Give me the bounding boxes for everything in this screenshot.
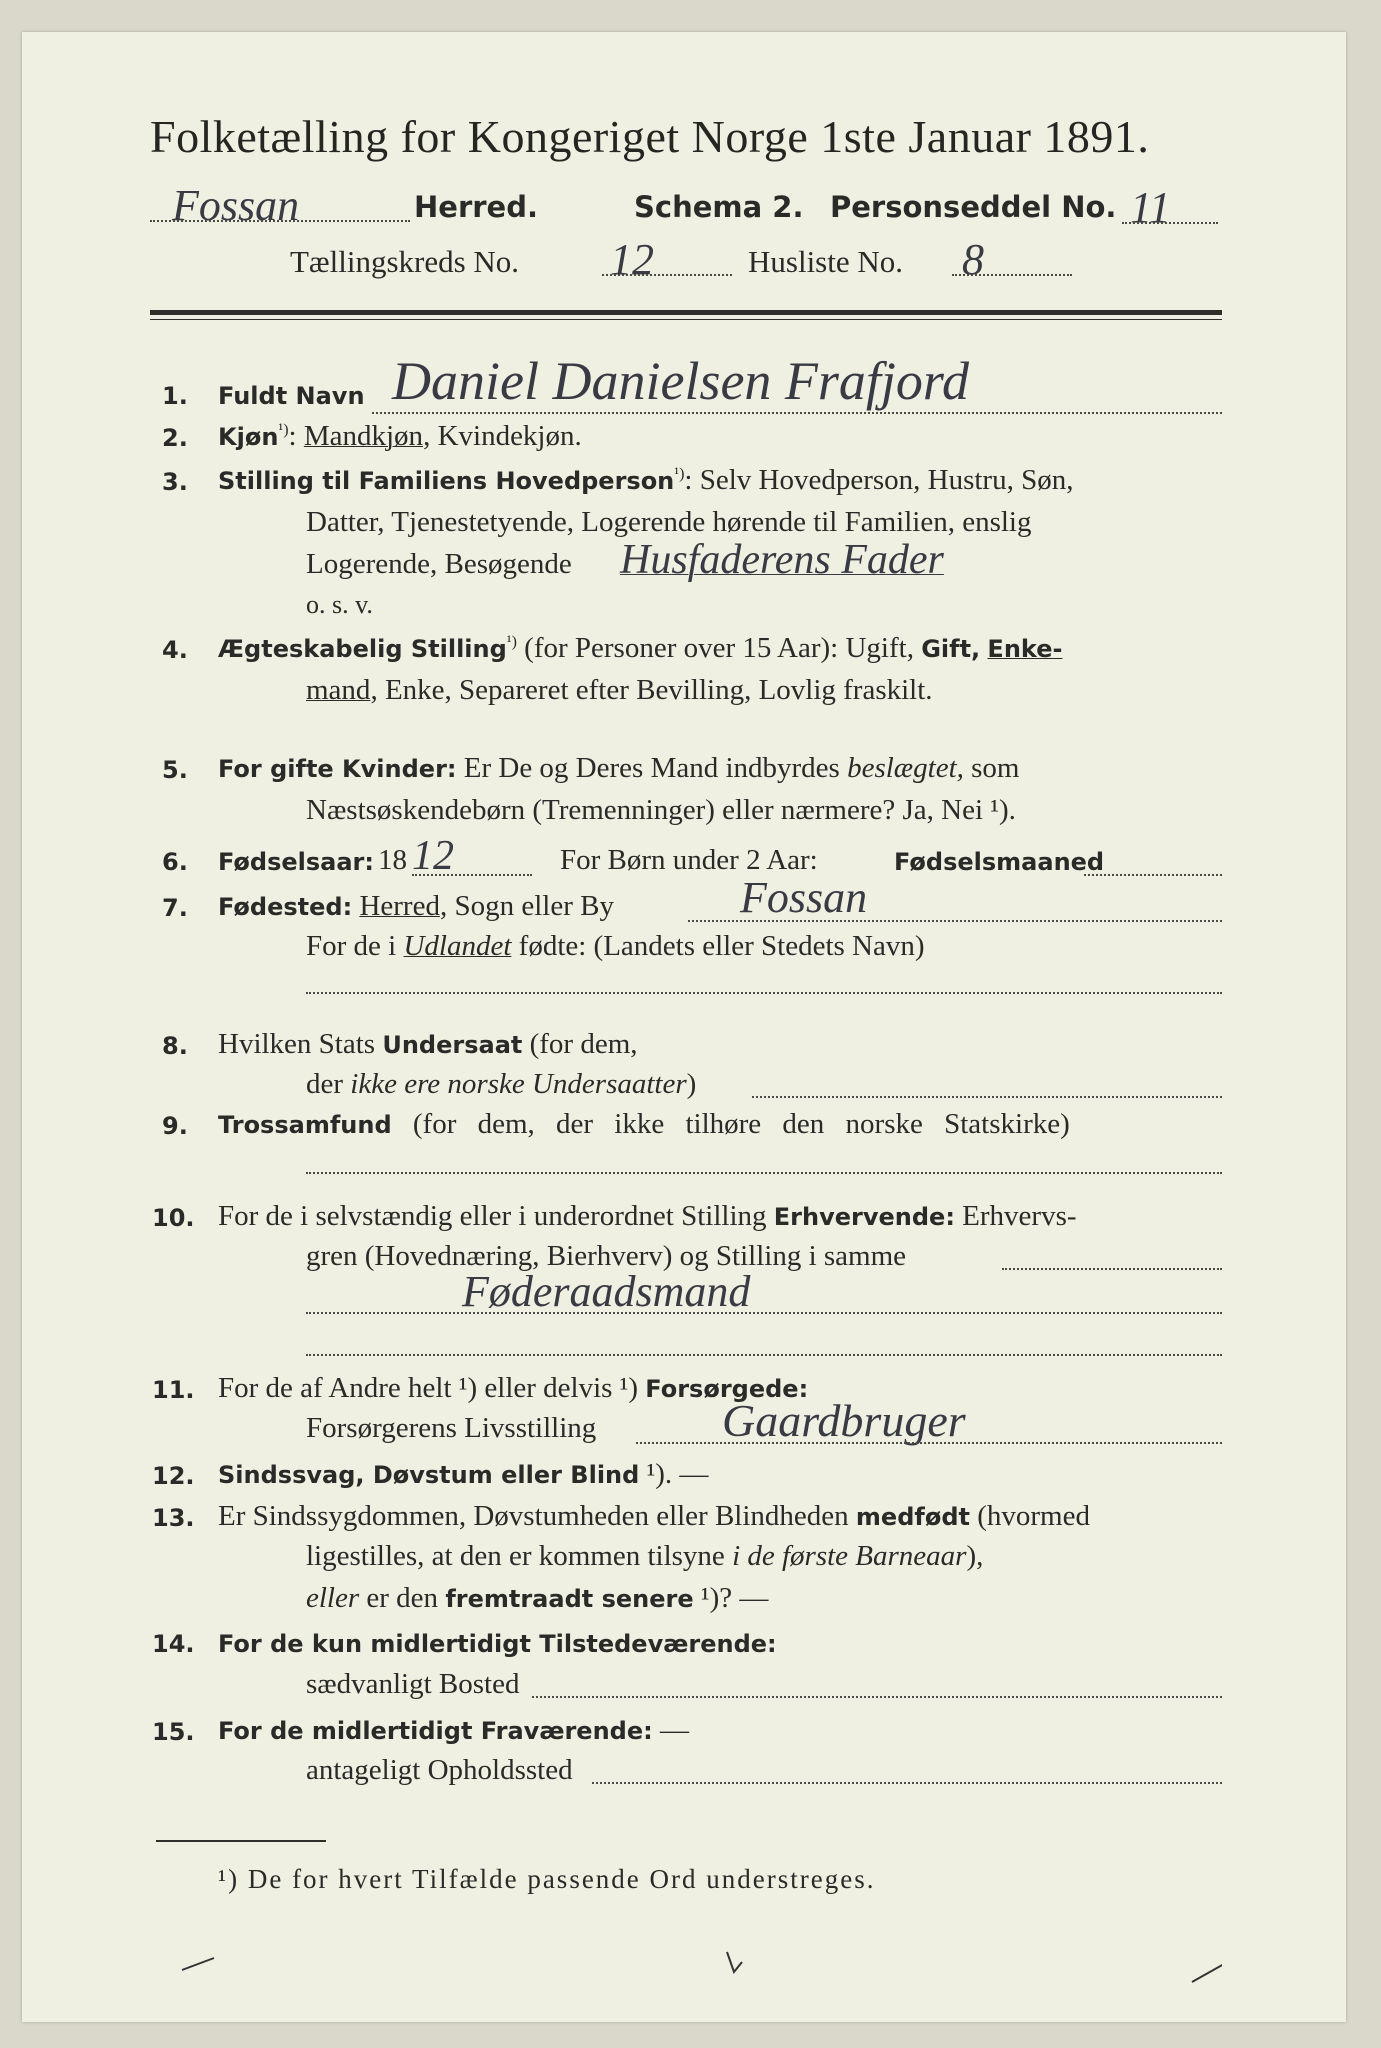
q3-sup: ¹): [674, 465, 685, 483]
q8-number: 8.: [162, 1032, 188, 1060]
q6-year-value: 12: [412, 833, 454, 879]
q6-month-dotted-line: [1084, 874, 1222, 876]
q10-dotted-line-2: [306, 1354, 1222, 1356]
q12-text: ¹). —: [639, 1458, 709, 1490]
q7-text-a: , Sogn eller By: [439, 890, 614, 922]
q8-text-a: Hvilken Stats: [218, 1028, 383, 1060]
q7-dotted-line: [688, 920, 1222, 922]
q1-full-name-value: Daniel Danielsen Frafjord: [392, 351, 969, 411]
pen-mark-right: [1192, 1964, 1222, 1982]
q11-line2: Forsørgerens Livsstilling: [306, 1412, 597, 1444]
q7-line2: [306, 930, 925, 963]
q13-line3b: er den: [359, 1582, 446, 1614]
herred-value: Fossan: [172, 181, 300, 230]
q11-line1: [218, 1372, 808, 1405]
q7-herred-underlined: Herred: [359, 890, 440, 922]
pen-mark-center: [727, 1952, 742, 1972]
q10-line2: gren (Hovednæring, Bierhverv) og Stilling i samme: [306, 1240, 907, 1272]
q5-som: som: [963, 752, 1020, 784]
q13-line3: [306, 1582, 768, 1615]
pen-marks: [152, 1932, 1222, 1992]
q11-label: Forsørgede:: [645, 1375, 809, 1403]
q11-text-a: For de af Andre helt ¹) eller delvis ¹): [218, 1372, 646, 1404]
q14-line2: sædvanligt Bosted: [306, 1668, 520, 1700]
q13-line2b: i de første Barneaar: [732, 1540, 967, 1572]
personseddel-value: 11: [1130, 183, 1171, 232]
husliste-value: 8: [962, 235, 984, 284]
q7-number: 7.: [162, 894, 188, 922]
q4-sup: ¹): [506, 633, 517, 651]
q11-number: 11.: [152, 1376, 195, 1404]
q8-dotted-line: [752, 1096, 1222, 1098]
q4-enke-underlined: Enke-: [987, 635, 1063, 663]
q13-text-b: (hvormed: [969, 1500, 1090, 1532]
herred-dotted-line: [150, 220, 410, 222]
q5-number: 5.: [162, 756, 188, 784]
q8-text-b: (for dem,: [522, 1028, 638, 1060]
q11-dotted-line: [636, 1442, 1222, 1444]
taellingskreds-value: 12: [610, 235, 654, 284]
q12-number: 12.: [152, 1462, 195, 1490]
personseddel-label: Personseddel No.: [830, 190, 1117, 224]
q6-year-dotted-line: [412, 874, 532, 876]
q4-label: Ægteskabelig Stilling: [218, 635, 507, 663]
q14-number: 14.: [152, 1630, 195, 1658]
footnote: ¹) De for hvert Tilfælde passende Ord understreges.: [218, 1864, 876, 1894]
q3-line4: o. s. v.: [306, 590, 373, 619]
q9-text: (for dem, der ikke tilhøre den norske Statskirke): [391, 1108, 1070, 1140]
q13-line1: [218, 1500, 1090, 1533]
q8-line2: [306, 1068, 696, 1101]
q8-line2c: ): [686, 1068, 697, 1100]
q5-line1: [218, 752, 1019, 785]
q3-line1-text: : Selv Hovedperson, Hustru, Søn,: [684, 464, 1074, 496]
q2-mandkjon-underlined: Mandkjøn: [303, 420, 424, 452]
q13-number: 13.: [152, 1504, 195, 1532]
q1-number: 1.: [162, 382, 188, 410]
q7-udlandet: Udlandet: [403, 930, 512, 962]
q7-foreign-dotted-line: [306, 992, 1222, 994]
q15-dotted-line: [592, 1782, 1222, 1784]
q5-line1-text: Er De og Deres Mand indbyrdes: [456, 752, 848, 784]
q11-provider-value: Gaardbruger: [722, 1395, 966, 1446]
q10-occupation-value: Føderaadsmand: [462, 1267, 751, 1316]
q4-line2: [306, 674, 933, 707]
q3-relation-value: Husfaderens Fader: [620, 537, 944, 583]
husliste-dotted-line: [952, 274, 1072, 276]
q8-line1: [218, 1028, 638, 1061]
q10-dotted-line: [306, 1312, 1222, 1314]
q9-dotted-line: [306, 1172, 1222, 1174]
q5-beslaegtet: beslægtet,: [847, 752, 964, 784]
q2-label: Kjøn: [218, 423, 279, 451]
q1-dotted-line: [372, 412, 1222, 414]
header-rule-thick: [150, 310, 1222, 315]
personseddel-dotted-line: [1122, 222, 1218, 224]
taellingskreds-label: Tællingskreds No.: [290, 244, 520, 279]
q12-label: Sindssvag, Døvstum eller Blind: [218, 1461, 640, 1489]
q13-label: medfødt: [855, 1503, 970, 1531]
q7-line2b: fødte: (Landets eller Stedets Navn): [511, 930, 925, 962]
q15-line1: [218, 1714, 689, 1747]
q15-label: For de midlertidigt Fraværende:: [218, 1717, 653, 1745]
herred-label: Herred.: [414, 190, 538, 224]
q9-label: Trossamfund: [218, 1111, 392, 1139]
q13-line3c: fremtraadt senere: [445, 1585, 694, 1613]
q8-line2b: ikke ere norske Undersaatter: [350, 1068, 687, 1100]
q13-line2: [306, 1540, 983, 1573]
q12-line1: [218, 1458, 708, 1491]
q3-number: 3.: [162, 468, 188, 496]
q3-label: Stilling til Familiens Hovedperson: [218, 467, 675, 495]
q9-number: 9.: [162, 1112, 188, 1140]
q3-line1: [218, 464, 1073, 497]
q2-text-b: , Kvindekjøn.: [423, 420, 582, 452]
q10-number: 10.: [152, 1204, 195, 1232]
form-title: Folketælling for Kongeriget Norge 1ste Januar 1891.: [150, 111, 1150, 162]
q10-text-b: Erhvervs-: [954, 1200, 1077, 1232]
q13-line2a: ligestilles, at den er kommen tilsyne: [306, 1540, 733, 1572]
q15-line2: antageligt Opholdssted: [306, 1754, 573, 1786]
q7-label: Fødested:: [218, 893, 353, 921]
q10-line2-dotted: [1002, 1268, 1222, 1270]
footnote-rule: [156, 1840, 326, 1842]
q3-line2: Datter, Tjenestetyende, Logerende hørende til Familien, enslig: [306, 506, 1032, 538]
husliste-label: Husliste No.: [748, 244, 903, 279]
census-form-sheet: [22, 32, 1346, 2022]
taellingskreds-dotted-line: [602, 274, 732, 276]
q9-line1: [218, 1108, 1070, 1141]
q2-text-a: :: [288, 420, 304, 452]
q2-number: 2.: [162, 424, 188, 452]
q6-year-prefix: 18: [378, 844, 407, 876]
q10-label: Erhvervende:: [773, 1203, 955, 1231]
q13-line3a: eller: [306, 1582, 360, 1614]
q13-text-a: Er Sindssygdommen, Døvstumheden eller Blindheden: [218, 1500, 856, 1532]
q4-mand-underlined: mand: [306, 674, 371, 706]
q6-number: 6.: [162, 848, 188, 876]
q6-label2: Fødselsmaaned: [894, 848, 1105, 876]
q5-line2: Næstsøskendebørn (Tremenninger) eller nærmere? Ja, Nei ¹).: [306, 794, 1016, 826]
q1-label: Fuldt Navn: [218, 382, 365, 410]
q7-line2a: For de i: [306, 930, 404, 962]
q6-text-b: For Børn under 2 Aar:: [560, 844, 818, 876]
q14-dotted-line: [532, 1696, 1222, 1698]
q4-line1-text: (for Personer over 15 Aar): Ugift,: [516, 632, 922, 664]
q3-line3: Logerende, Besøgende: [306, 548, 572, 580]
q4-gift: Gift,: [921, 635, 981, 663]
q8-line2a: der: [306, 1068, 351, 1100]
q2-line: [218, 420, 582, 453]
q15-number: 15.: [152, 1718, 195, 1746]
q5-label: For gifte Kvinder:: [218, 755, 457, 783]
q2-sup: ¹): [278, 421, 289, 439]
header-rule-thin: [150, 319, 1222, 320]
q4-number: 4.: [162, 636, 188, 664]
q6-label: Fødselsaar:: [218, 848, 374, 876]
q13-line2c: ),: [966, 1540, 984, 1572]
q7-line1: [218, 890, 614, 923]
schema-label: Schema 2.: [634, 190, 804, 224]
q4-line2-text: , Enke, Separeret efter Bevilling, Lovlig fraskilt.: [370, 674, 933, 706]
q10-text-a: For de i selvstændig eller i underordnet Stilling: [218, 1200, 774, 1232]
q10-line1: [218, 1200, 1077, 1233]
q4-line1: [218, 632, 1062, 665]
q13-line3d: ¹)? —: [693, 1582, 769, 1614]
q15-dash: —: [652, 1714, 689, 1746]
q7-birthplace-value: Fossan: [740, 873, 868, 922]
q14-label: For de kun midlertidigt Tilstedeværende:: [218, 1630, 777, 1658]
q8-label: Undersaat: [382, 1031, 523, 1059]
pen-mark-left: [182, 1958, 214, 1970]
